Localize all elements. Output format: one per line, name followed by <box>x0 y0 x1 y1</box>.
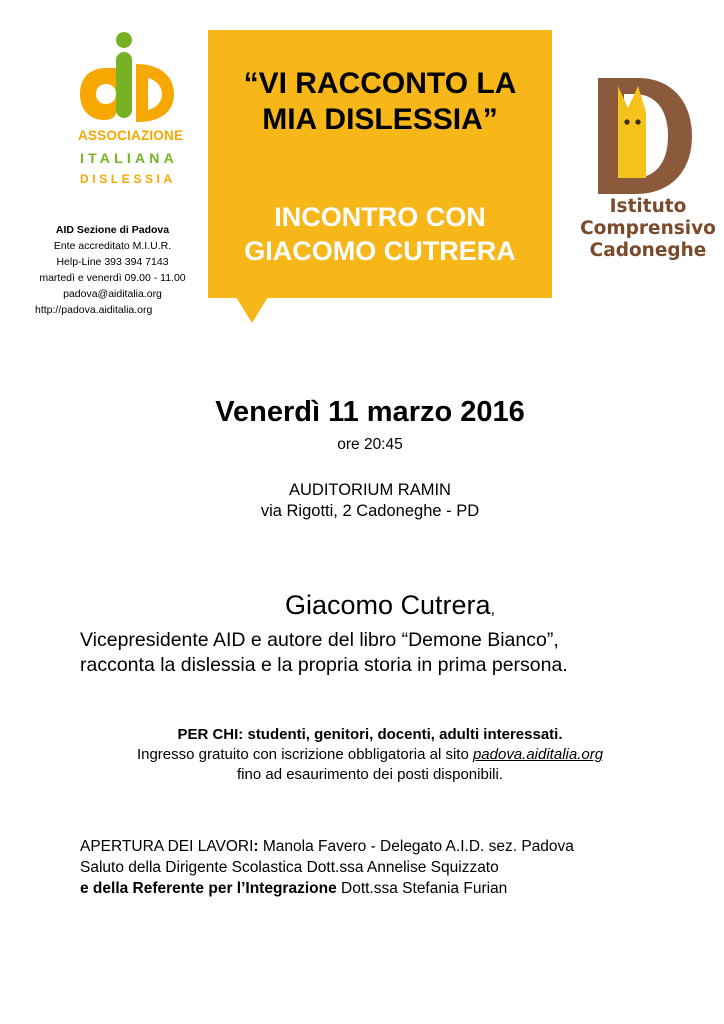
opening-section <box>80 836 700 899</box>
aid-logo-line1: ASSOCIAZIONE <box>78 128 184 143</box>
istituto-comprensivo-logo <box>598 78 692 198</box>
speaker-desc-line1: Vicepresidente AID e autore del libro “Demone Bianco”, <box>80 629 559 651</box>
event-subtitle-line2: GIACOMO CUTRERA <box>244 236 516 266</box>
opening-line1 <box>80 836 700 857</box>
venue-name: AUDITORIUM RAMIN <box>289 481 451 499</box>
speaker-desc-line2: racconta la dislessia e la propria storia in prima persona. <box>80 654 568 676</box>
entry-line <box>60 745 680 765</box>
event-title-line2: MIA DISLESSIA” <box>262 103 498 136</box>
callout-pointer <box>236 297 268 323</box>
event-time: ore 20:45 <box>337 436 403 453</box>
event-venue <box>0 480 724 522</box>
speaker-description <box>80 628 700 678</box>
opening-label: APERTURA DEI LAVORI <box>80 838 254 855</box>
availability-note: fino ad esaurimento dei posti disponibili. <box>237 766 503 783</box>
registration-info <box>60 725 680 785</box>
event-date: Venerdì 11 marzo 2016 <box>215 396 525 428</box>
audience-label: PER CHI: studenti, genitori, docenti, adulti interessati. <box>177 726 563 743</box>
aid-accredited: Ente accreditato M.I.U.R. <box>53 240 172 252</box>
aid-logo-line2: ITALIANA <box>80 150 178 166</box>
aid-logo-line3: DISLESSIA <box>80 172 176 186</box>
aid-email[interactable]: padova@aiditalia.org <box>63 288 162 300</box>
venue-address: via Rigotti, 2 Cadoneghe - PD <box>260 502 480 520</box>
entry-text: Ingresso gratuito con iscrizione obbligatoria al sito <box>136 746 473 763</box>
aid-hours: martedì e venerdì 09.00 - 11.00 <box>39 272 186 284</box>
speaker-name: Giacomo Cutrera <box>284 590 491 620</box>
aid-helpline: Help-Line 393 394 7143 <box>56 256 169 268</box>
opening-referente-name: Dott.ssa Stefania Furian <box>336 880 508 897</box>
opening-delegate: Manola Favero - Delegato A.I.D. sez. Padova <box>258 838 574 855</box>
event-subtitle <box>208 200 552 268</box>
opening-referente-label: e della Referente per l’Integrazione <box>80 880 337 897</box>
aid-contact-info <box>30 222 195 318</box>
registration-link[interactable]: padova.aiditalia.org <box>472 746 604 763</box>
opening-colon: : <box>253 838 259 855</box>
opening-line3 <box>80 878 700 899</box>
event-subtitle-line1: INCONTRO CON <box>274 202 486 232</box>
istituto-comprensivo-name <box>578 196 718 262</box>
ic-line1: Istituto <box>609 196 687 217</box>
aid-section: AID Sezione di Padova <box>55 224 170 236</box>
ic-line2: Comprensivo <box>580 218 716 239</box>
event-title <box>208 66 552 138</box>
ic-line3: Cadoneghe <box>589 240 707 261</box>
opening-line2: Saluto della Dirigente Scolastica Dott.ssa Annelise Squizzato <box>80 859 499 876</box>
speaker-comma: , <box>490 601 496 618</box>
event-title-line1: “VI RACCONTO LA <box>243 67 517 100</box>
speaker-name-line <box>80 590 700 621</box>
aid-website[interactable]: http://padova.aiditalia.org <box>35 304 153 316</box>
